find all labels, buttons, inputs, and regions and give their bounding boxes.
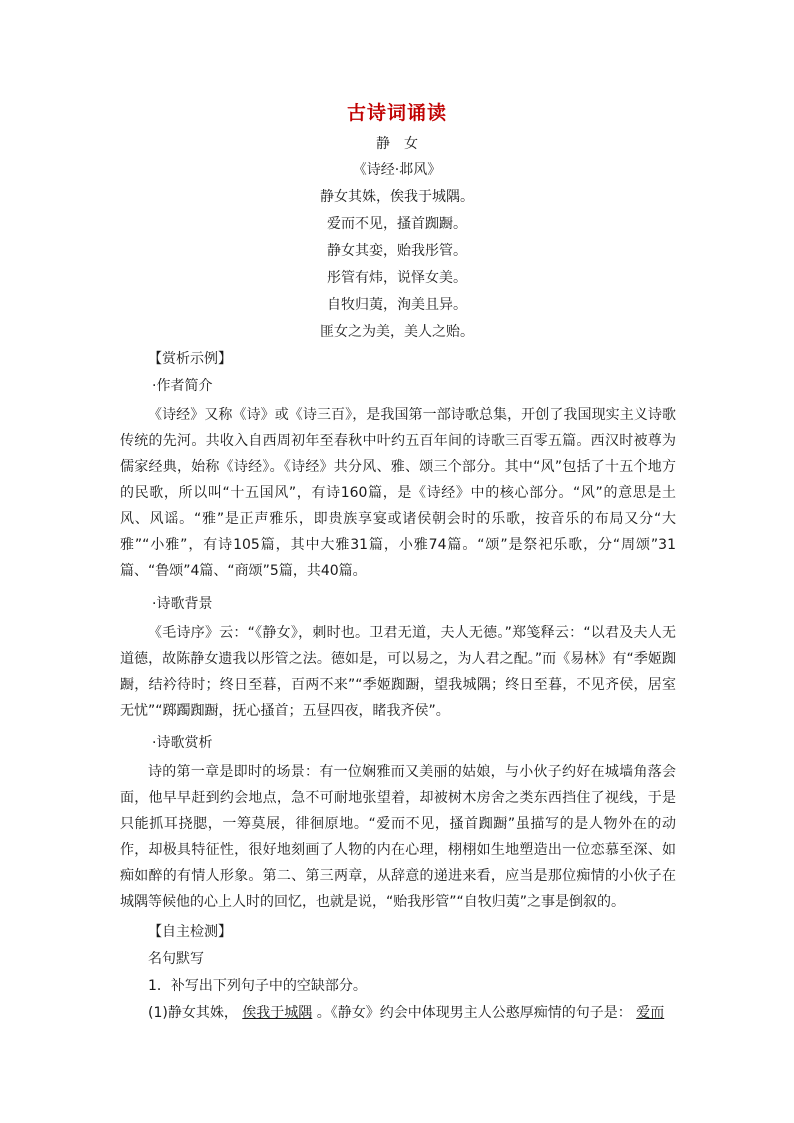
poem-line: 静女其姝，俟我于城隅。	[320, 189, 474, 205]
background-paragraph: 《毛诗序》云：“《静女》，刺时也。卫君无道，夫人无德。”郑笺释云：“以君及夫人无道德，故陈静女遗我以彤管之法。德如是，可以易之，为人君之配。”而《易林》有“季姬踟蹰，结衿待时；终日至暮，百两不来”“季姬踟蹰，望我城隅；终日至暮，不见齐侯，居室无忧”“踯躅踟蹰，抚心搔首；五昼四夜，睹我齐侯”。	[120, 625, 676, 719]
answer-blank-2: 爱而	[636, 1005, 665, 1021]
question-item-1	[148, 1003, 664, 1023]
poem-line: 自牧归荑，洵美且异。	[327, 297, 467, 313]
section-label-background: ·诗歌背景	[152, 596, 213, 612]
poem-line: 匪女之为美，美人之贻。	[320, 324, 474, 340]
poem-source: 《诗经·邶风》	[352, 162, 442, 178]
section-label-analysis: ·诗歌赏析	[152, 735, 213, 751]
appreciation-header: 【赏析示例】	[148, 351, 232, 367]
page-title: 古诗词诵读	[346, 102, 447, 124]
question-1: 1．补写出下列句子中的空缺部分。	[148, 978, 367, 994]
poem-title: 静 女	[376, 136, 418, 152]
self-check-header: 【自主检测】	[148, 924, 232, 940]
self-check-subheader: 名句默写	[148, 951, 204, 967]
answer-blank-1: 俟我于城隅	[242, 1005, 313, 1021]
poem-line: 静女其娈，贻我彤管。	[327, 243, 467, 259]
item-prefix: (1)静女其姝，	[148, 1005, 238, 1021]
author-intro-paragraph: 《诗经》又称《诗》或《诗三百》，是我国第一部诗歌总集，开创了我国现实主义诗歌传统的先河。共收入自西周初年至春秋中叶约五百年间的诗歌三百零五篇。西汉时被尊为儒家经典，始称《诗经》。《诗经》共分风、雅、颂三个部分。其中“风”包括了十五个地方的民歌，所以叫“十五国风”，有诗160篇，是《诗经》中的核心部分。“风”的意思是土风、风谣。“雅”是正声雅乐，即贵族享宴或诸侯朝会时的乐歌，按音乐的布局又分“大雅”“小雅”，有诗105篇，其中大雅31篇，小雅74篇。“颂”是祭祀乐歌，分“周颂”31篇、“鲁颂”4篇、“商颂”5篇，共40篇。	[120, 407, 676, 579]
poem-line: 爱而不见，搔首踟蹰。	[327, 216, 467, 232]
section-label-author: ·作者简介	[152, 378, 213, 394]
analysis-paragraph: 诗的第一章是即时的场景：有一位娴雅而又美丽的姑娘，与小伙子约好在城墙角落会面，他早早赶到约会地点，急不可耐地张望着，却被树木房舍之类东西挡住了视线，于是只能抓耳挠腮，一筹莫展，徘徊原地。“爱而不见，搔首踟蹰”虽描写的是人物外在的动作，却极具特征性，很好地刻画了人物的内在心理，栩栩如生地塑造出一位恋慕至深、如痴如醉的有情人形象。第二、第三两章，从辞意的递进来看，应当是那位痴情的小伙子在城隅等候他的心上人时的回忆，也就是说，“贻我彤管”“自牧归荑”之事是倒叙的。	[120, 764, 676, 910]
item-middle: 。《静女》约会中体现男主人公憨厚痴情的句子是：	[316, 1005, 632, 1021]
poem-line: 彤管有炜，说怿女美。	[327, 270, 467, 286]
